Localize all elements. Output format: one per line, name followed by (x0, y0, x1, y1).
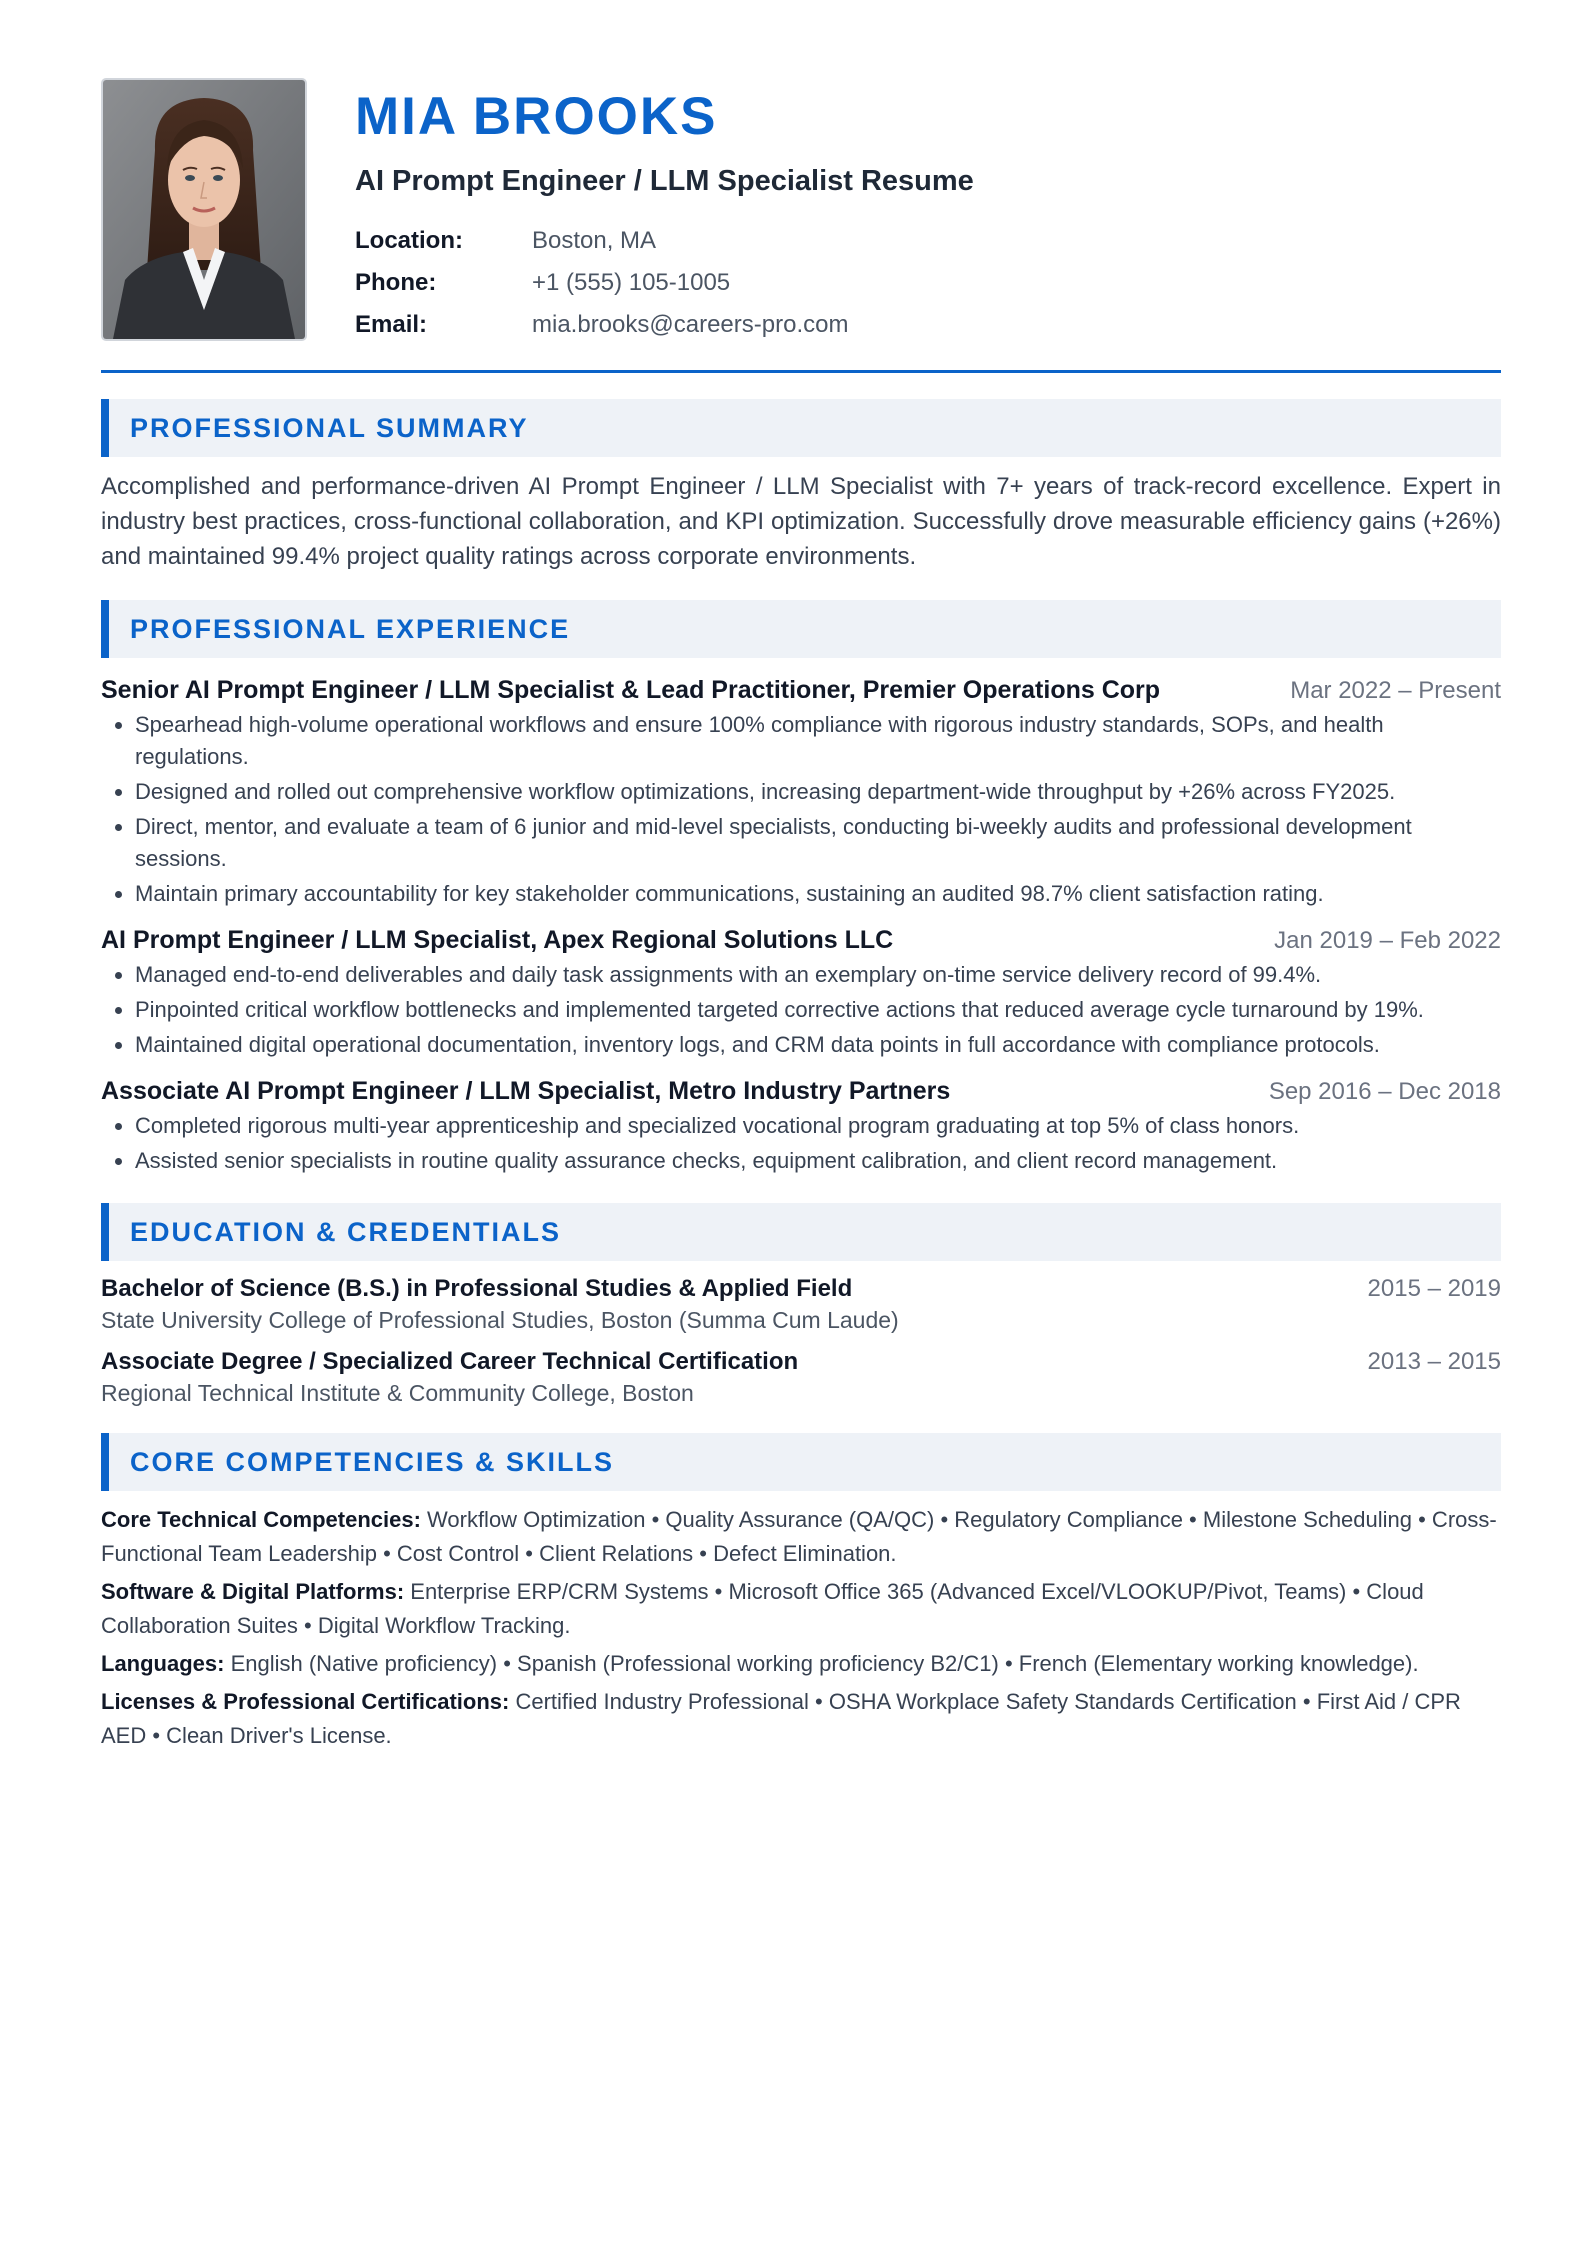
contact-label: Location: (355, 227, 463, 254)
job-date: Sep 2016 – Dec 2018 (1268, 1078, 1501, 1105)
job-title: Senior AI Prompt Engineer / LLM Specialist & Lead Practitioner, Premier Operations Corp (101, 676, 1161, 704)
skill-line (101, 1503, 1501, 1571)
section-header-experience (101, 600, 1501, 658)
header-divider (101, 370, 1501, 373)
job-bullet: • Maintained digital operational documentation, inventory logs, and CRM data points in full accordance with compliance protocols. (135, 1029, 1501, 1061)
resume-role: AI Prompt Engineer / LLM Specialist Resume (355, 165, 974, 197)
skill-line (101, 1575, 1501, 1643)
skills-list (101, 1503, 1501, 1753)
section-header-summary (101, 399, 1501, 457)
phone-value: +1 (555) 105-1005 (532, 269, 731, 296)
skill-text: Certified Industry Professional • OSHA Workplace Safety Standards Certification • First Aid / CPR AED • Clean Driver's License. (101, 1689, 1461, 1748)
degree-date: 2015 – 2019 (1367, 1275, 1501, 1302)
section-header-skills (101, 1433, 1501, 1491)
job-bullet: • Spearhead high-volume operational workflows and ensure 100% compliance with rigorous industry standards, SOPs, and health regulations. (135, 709, 1501, 773)
skill-line (101, 1685, 1501, 1753)
section-title: EDUCATION & CREDENTIALS (130, 1216, 562, 1247)
degree-title: Bachelor of Science (B.S.) in Professional Studies & Applied Field (101, 1275, 853, 1302)
job-title: Associate AI Prompt Engineer / LLM Specialist, Metro Industry Partners (101, 1077, 951, 1105)
job-bullets (101, 1110, 1501, 1177)
job-date: Mar 2022 – Present (1290, 677, 1501, 704)
degree-title: Associate Degree / Specialized Career Technical Certification (101, 1348, 799, 1375)
candidate-name: MIA BROOKS (355, 87, 718, 146)
skill-text: English (Native proficiency) • Spanish (Professional working proficiency B2/C1) • French (Elementary working knowledge). (224, 1651, 1419, 1676)
job-bullet: • Direct, mentor, and evaluate a team of 6 junior and mid-level specialists, conducting bi-weekly audits and professional development sessions. (135, 811, 1501, 875)
skill-text: Workflow Optimization • Quality Assurance (QA/QC) • Regulatory Compliance • Milestone Scheduling • Cross-Functional Team Leadership • Cost Control • Client Relations • Defect Elimination. (101, 1507, 1497, 1566)
contact-label: Email: (355, 311, 428, 338)
job-entry (101, 676, 1501, 910)
contact-row-phone (355, 262, 974, 304)
profile-photo (101, 78, 307, 341)
education-entry (101, 1348, 1501, 1407)
contact-row-email (355, 304, 974, 346)
contact-details (355, 220, 974, 346)
school-name: Regional Technical Institute & Community College, Boston (101, 1380, 694, 1406)
section-title: CORE COMPETENCIES & SKILLS (130, 1446, 615, 1477)
header-text (355, 78, 974, 346)
experience-list (101, 676, 1501, 1177)
resume-header (101, 78, 1501, 346)
email-value: mia.brooks@careers-pro.com (532, 311, 849, 338)
job-title: AI Prompt Engineer / LLM Specialist, Apex Regional Solutions LLC (101, 926, 894, 954)
skill-label: Software & Digital Platforms: (101, 1579, 405, 1604)
job-bullet: • Pinpointed critical workflow bottlenecks and implemented targeted corrective actions that reduced average cycle turnaround by 19%. (135, 994, 1501, 1026)
job-bullets (101, 959, 1501, 1061)
skill-label: Core Technical Competencies: (101, 1507, 421, 1532)
education-entry (101, 1275, 1501, 1334)
skill-text: Enterprise ERP/CRM Systems • Microsoft Office 365 (Advanced Excel/VLOOKUP/Pivot, Teams) • Cloud Collaboration Suites • Digital Workflow Tracking. (101, 1579, 1424, 1638)
skill-label: Languages: (101, 1651, 225, 1676)
contact-row-location (355, 220, 974, 262)
school-name: State University College of Professional Studies, Boston (Summa Cum Laude) (101, 1307, 899, 1333)
job-bullet: • Maintain primary accountability for key stakeholder communications, sustaining an audited 98.7% client satisfaction rating. (135, 878, 1501, 910)
section-header-education (101, 1203, 1501, 1261)
job-entry (101, 926, 1501, 1061)
skill-line (101, 1647, 1501, 1681)
section-title: PROFESSIONAL SUMMARY (130, 412, 529, 443)
job-bullet: • Assisted senior specialists in routine quality assurance checks, equipment calibration, and client record management. (135, 1145, 1501, 1177)
skill-label: Licenses & Professional Certifications: (101, 1689, 510, 1714)
degree-date: 2013 – 2015 (1367, 1348, 1501, 1375)
job-bullet: • Designed and rolled out comprehensive workflow optimizations, increasing department-wide throughput by +26% across FY2025. (135, 776, 1501, 808)
job-entry (101, 1077, 1501, 1177)
job-bullet: • Managed end-to-end deliverables and daily task assignments with an exemplary on-time service delivery record of 99.4%. (135, 959, 1501, 991)
job-bullets (101, 709, 1501, 910)
summary-text: Accomplished and performance-driven AI Prompt Engineer / LLM Specialist with 7+ years of track-record excellence. Expert in industry best practices, cross-functional collaboration, and KPI optimization. Successfully drove measurable efficiency gains (+26%) and maintained 99.4% project quality ratings across corporate environments. (101, 473, 1501, 570)
contact-label: Phone: (355, 269, 437, 296)
job-date: Jan 2019 – Feb 2022 (1274, 927, 1501, 954)
location-value: Boston, MA (532, 227, 657, 254)
job-bullet: • Completed rigorous multi-year apprenticeship and specialized vocational program graduating at top 5% of class honors. (135, 1110, 1501, 1142)
section-title: PROFESSIONAL EXPERIENCE (130, 613, 571, 644)
